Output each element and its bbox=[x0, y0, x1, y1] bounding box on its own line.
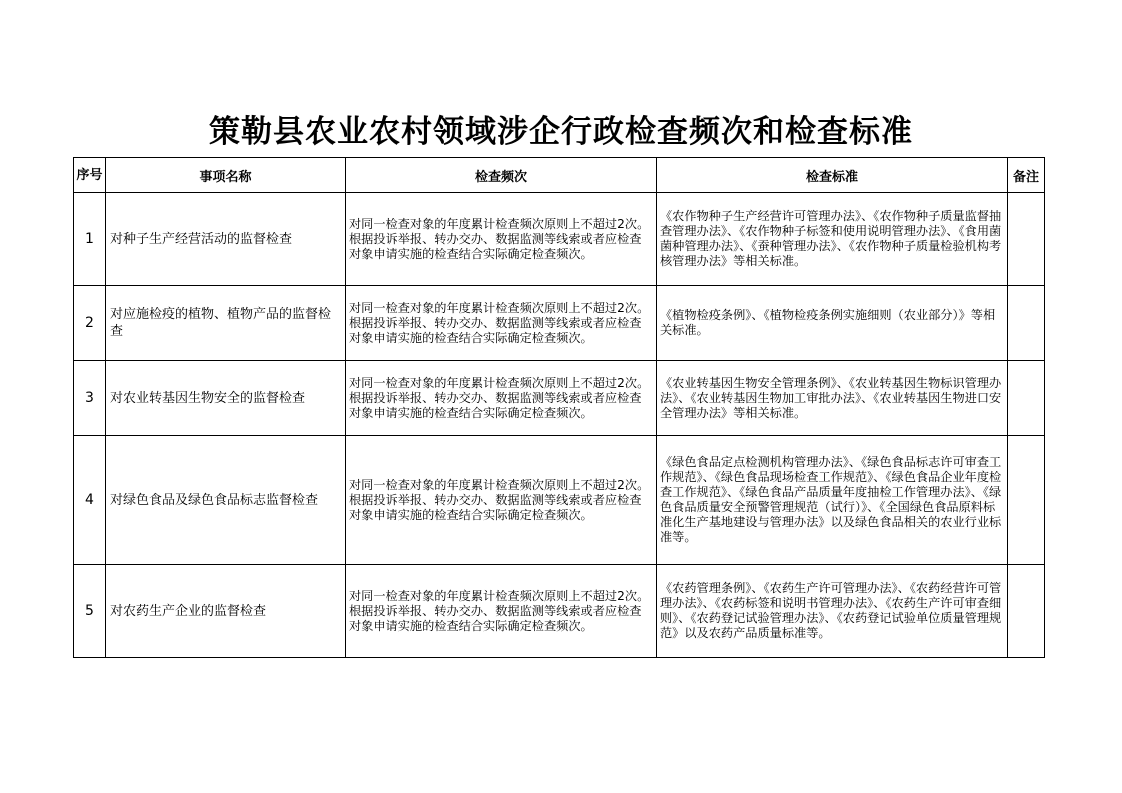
row-name: 对绿色食品及绿色食品标志监督检查 bbox=[106, 436, 346, 565]
header-standard: 检查标准 bbox=[657, 158, 1008, 193]
row-seq: 2 bbox=[74, 286, 106, 361]
row-frequency: 对同一检查对象的年度累计检查频次原则上不超过2次。根据投诉举报、转办交办、数据监测等线索或者应检查对象申请实施的检查结合实际确定检查频次。 bbox=[346, 286, 657, 361]
table-header-row bbox=[74, 158, 1045, 193]
table-row bbox=[74, 361, 1045, 436]
row-standard: 《绿色食品定点检测机构管理办法》、《绿色食品标志许可审查工作规范》、《绿色食品现场检查工作规范》、《绿色食品企业年度检查工作规范》、《绿色食品产品质量年度抽检工作管理办法》、《绿色食品质量安全预警管理规范（试行）》、《全国绿色食品原料标准化生产基地建设与管理办法》以及绿色食品相关的农业行业标准等。 bbox=[657, 436, 1008, 565]
table-row bbox=[74, 565, 1045, 658]
row-frequency: 对同一检查对象的年度累计检查频次原则上不超过2次。根据投诉举报、转办交办、数据监测等线索或者应检查对象申请实施的检查结合实际确定检查频次。 bbox=[346, 436, 657, 565]
row-standard: 《农业转基因生物安全管理条例》、《农业转基因生物标识管理办法》、《农业转基因生物加工审批办法》、《农业转基因生物进口安全管理办法》等相关标准。 bbox=[657, 361, 1008, 436]
row-name: 对农药生产企业的监督检查 bbox=[106, 565, 346, 658]
row-note bbox=[1008, 436, 1045, 565]
inspection-table bbox=[73, 157, 1045, 658]
page-title: 策勒县农业农村领域涉企行政检查频次和检查标准 bbox=[209, 114, 913, 150]
row-note bbox=[1008, 565, 1045, 658]
table-row bbox=[74, 286, 1045, 361]
row-frequency: 对同一检查对象的年度累计检查频次原则上不超过2次。根据投诉举报、转办交办、数据监测等线索或者应检查对象申请实施的检查结合实际确定检查频次。 bbox=[346, 193, 657, 286]
row-seq: 5 bbox=[74, 565, 106, 658]
row-note bbox=[1008, 361, 1045, 436]
row-name: 对应施检疫的植物、植物产品的监督检查 bbox=[106, 286, 346, 361]
row-name: 对农业转基因生物安全的监督检查 bbox=[106, 361, 346, 436]
table-row bbox=[74, 193, 1045, 286]
row-note bbox=[1008, 193, 1045, 286]
header-note: 备注 bbox=[1008, 158, 1045, 193]
header-frequency: 检查频次 bbox=[346, 158, 657, 193]
row-frequency: 对同一检查对象的年度累计检查频次原则上不超过2次。根据投诉举报、转办交办、数据监测等线索或者应检查对象申请实施的检查结合实际确定检查频次。 bbox=[346, 361, 657, 436]
row-seq: 3 bbox=[74, 361, 106, 436]
row-standard: 《农药管理条例》、《农药生产许可管理办法》、《农药经营许可管理办法》、《农药标签和说明书管理办法》、《农药生产许可审查细则》、《农药登记试验管理办法》、《农药登记试验单位质量管理规范》以及农药产品质量标准等。 bbox=[657, 565, 1008, 658]
row-note bbox=[1008, 286, 1045, 361]
row-standard: 《农作物种子生产经营许可管理办法》、《农作物种子质量监督抽查管理办法》、《农作物种子标签和使用说明管理办法》、《食用菌菌种管理办法》、《蚕种管理办法》、《农作物种子质量检验机构考核管理办法》等相关标准。 bbox=[657, 193, 1008, 286]
header-seq: 序号 bbox=[74, 158, 106, 193]
header-name: 事项名称 bbox=[106, 158, 346, 193]
row-seq: 1 bbox=[74, 193, 106, 286]
row-standard: 《植物检疫条例》、《植物检疫条例实施细则（农业部分）》等相关标准。 bbox=[657, 286, 1008, 361]
table-row bbox=[74, 436, 1045, 565]
row-frequency: 对同一检查对象的年度累计检查频次原则上不超过2次。根据投诉举报、转办交办、数据监测等线索或者应检查对象申请实施的检查结合实际确定检查频次。 bbox=[346, 565, 657, 658]
row-name: 对种子生产经营活动的监督检查 bbox=[106, 193, 346, 286]
row-seq: 4 bbox=[74, 436, 106, 565]
